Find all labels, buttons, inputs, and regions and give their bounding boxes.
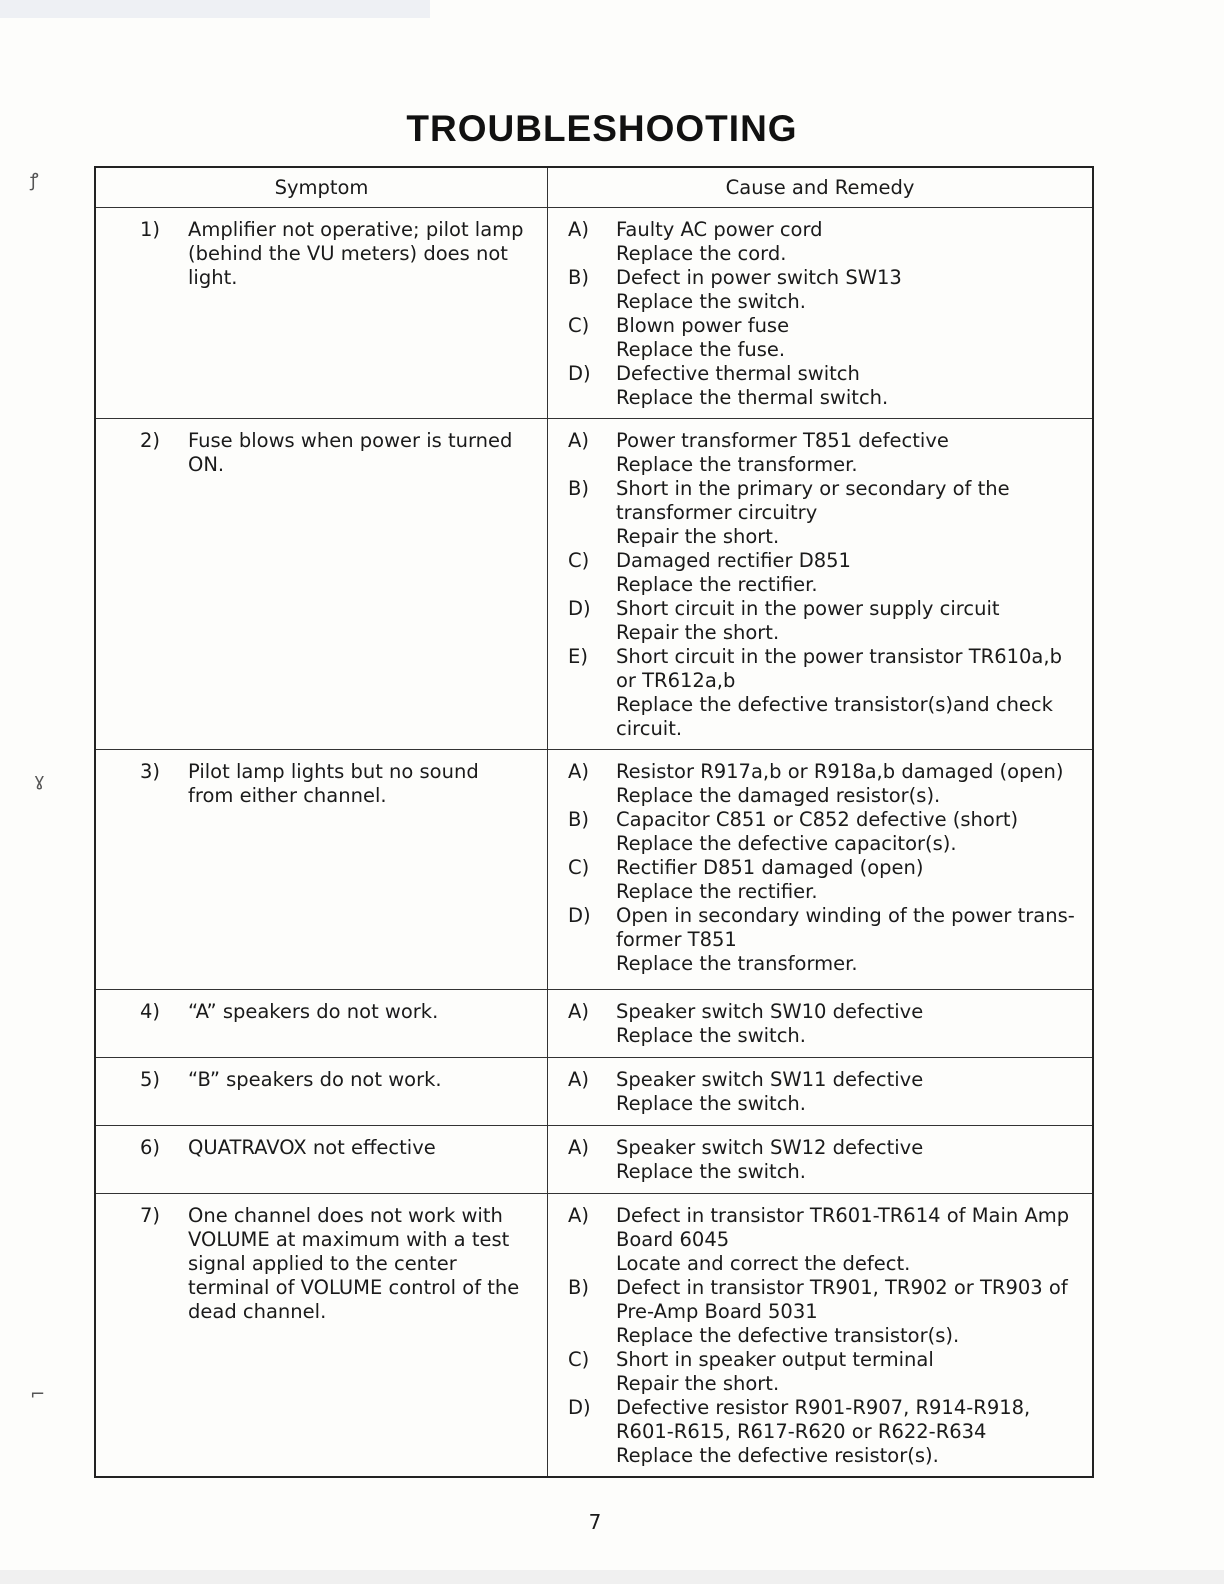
cause-text: Open in secondary winding of the power trans- former T851: [616, 904, 1075, 951]
remedy-letter: D): [568, 597, 591, 620]
remedy-letter: B): [568, 808, 589, 831]
remedy-cell: [548, 208, 1092, 419]
fix-text: Replace the defective transistor(s).: [616, 1324, 960, 1347]
fix-text: Replace the switch.: [616, 1092, 806, 1115]
cause-text: Blown power fuse: [616, 314, 790, 337]
remedy-item: [568, 362, 1092, 410]
scan-edge-shadow: [0, 0, 430, 18]
cause-text: Defective resistor R901-R907, R914-R918, R601-R615, R617-R620 or R622-R634: [616, 1396, 1031, 1443]
fix-text: Repair the short.: [616, 1372, 780, 1395]
cause-text: Damaged rectifier D851: [616, 549, 851, 572]
margin-mark: ɣ: [34, 770, 45, 791]
remedy-cell: [548, 1194, 1092, 1476]
cause-text: Speaker switch SW12 defective: [616, 1136, 924, 1159]
remedy-item: [568, 429, 1092, 477]
remedy-letter: D): [568, 904, 591, 927]
cause-text: Short in speaker output terminal: [616, 1348, 934, 1371]
symptom-cell: [96, 419, 548, 750]
fix-text: Replace the switch.: [616, 290, 806, 313]
fix-text: Replace the rectifier.: [616, 880, 818, 903]
remedy-cell: [548, 419, 1092, 750]
remedy-letter: C): [568, 1348, 590, 1371]
troubleshooting-table: [94, 166, 1094, 1478]
cause-text: Short circuit in the power supply circuit: [616, 597, 1000, 620]
cause-text: Defect in transistor TR901, TR902 or TR903 of Pre-Amp Board 5031: [616, 1276, 1068, 1323]
symptom-text: QUATRAVOX not effective: [188, 1136, 436, 1159]
remedy-letter: A): [568, 429, 589, 452]
symptom-text: “B” speakers do not work.: [188, 1068, 442, 1091]
remedy-item: [568, 549, 1092, 597]
cause-text: Resistor R917a,b or R918a,b damaged (open): [616, 760, 1064, 783]
remedy-letter: A): [568, 1000, 589, 1023]
remedy-column-header: Cause and Remedy: [548, 168, 1092, 208]
symptom-cell: [96, 750, 548, 990]
symptom-cell: [96, 1194, 548, 1476]
fix-text: Replace the defective resistor(s).: [616, 1444, 939, 1467]
symptom-cell: [96, 990, 548, 1058]
remedy-letter: B): [568, 1276, 589, 1299]
remedy-item: [568, 645, 1092, 741]
fix-text: Repair the short.: [616, 621, 780, 644]
remedy-letter: D): [568, 362, 591, 385]
scan-edge-shadow: [0, 1570, 1224, 1584]
symptom-text: One channel does not work with VOLUME at maximum with a test signal applied to the center terminal of VOLUME control of the dead channel.: [188, 1204, 520, 1323]
remedy-cell: [548, 1126, 1092, 1194]
symptom-cell: [96, 208, 548, 419]
symptom-number: 3): [140, 760, 161, 783]
remedy-item: [568, 1348, 1092, 1396]
cause-text: Short circuit in the power transistor TR610a,b or TR612a,b: [616, 645, 1062, 692]
page-number: 7: [588, 1510, 602, 1534]
symptom-number: 7): [140, 1204, 161, 1227]
margin-mark: ⌐: [30, 1384, 46, 1405]
cause-text: Speaker switch SW11 defective: [616, 1068, 924, 1091]
fix-text: Replace the fuse.: [616, 338, 786, 361]
remedy-item: [568, 1000, 1092, 1048]
remedy-item: [568, 477, 1092, 549]
remedy-cell: [548, 1058, 1092, 1126]
symptom-text: “A” speakers do not work.: [188, 1000, 439, 1023]
remedy-item: [568, 1396, 1092, 1468]
fix-text: Locate and correct the defect.: [616, 1252, 911, 1275]
fix-text: Replace the damaged resistor(s).: [616, 784, 941, 807]
fix-text: Replace the switch.: [616, 1160, 806, 1183]
symptom-text: Amplifier not operative; pilot lamp (behind the VU meters) does not light.: [188, 218, 524, 289]
remedy-item: [568, 597, 1092, 645]
symptom-number: 4): [140, 1000, 161, 1023]
remedy-item: [568, 266, 1092, 314]
symptom-column-header: Symptom: [96, 168, 548, 208]
remedy-cell: [548, 990, 1092, 1058]
cause-text: Speaker switch SW10 defective: [616, 1000, 924, 1023]
remedy-letter: C): [568, 856, 590, 879]
symptom-cell: [96, 1058, 548, 1126]
remedy-item: [568, 1276, 1092, 1348]
symptom-number: 5): [140, 1068, 161, 1091]
margin-mark: ꝭ: [30, 170, 39, 191]
remedy-item: [568, 1136, 1092, 1184]
symptom-number: 6): [140, 1136, 161, 1159]
remedy-letter: D): [568, 1396, 591, 1419]
symptom-number: 2): [140, 429, 161, 452]
remedy-item: [568, 314, 1092, 362]
remedy-letter: A): [568, 1204, 589, 1227]
cause-text: Defective thermal switch: [616, 362, 860, 385]
remedy-letter: A): [568, 760, 589, 783]
remedy-letter: A): [568, 218, 589, 241]
symptom-cell: [96, 1126, 548, 1194]
cause-text: Power transformer T851 defective: [616, 429, 949, 452]
remedy-letter: E): [568, 645, 588, 668]
remedy-item: [568, 1204, 1092, 1276]
remedy-item: [568, 1068, 1092, 1116]
cause-text: Capacitor C851 or C852 defective (short): [616, 808, 1019, 831]
remedy-letter: A): [568, 1068, 589, 1091]
fix-text: Replace the cord.: [616, 242, 787, 265]
fix-text: Replace the thermal switch.: [616, 386, 889, 409]
fix-text: Replace the defective capacitor(s).: [616, 832, 957, 855]
fix-text: Replace the rectifier.: [616, 573, 818, 596]
remedy-cell: [548, 750, 1092, 990]
remedy-item: [568, 760, 1092, 808]
fix-text: Replace the switch.: [616, 1024, 806, 1047]
symptom-text: Fuse blows when power is turned ON.: [188, 429, 513, 476]
symptom-number: 1): [140, 218, 161, 241]
fix-text: Replace the transformer.: [616, 453, 858, 476]
fix-text: Replace the transformer.: [616, 952, 858, 975]
remedy-item: [568, 218, 1092, 266]
remedy-item: [568, 904, 1092, 976]
remedy-letter: B): [568, 266, 589, 289]
fix-text: Replace the defective transistor(s)and check circuit.: [616, 693, 1053, 740]
remedy-item: [568, 808, 1092, 856]
cause-text: Short in the primary or secondary of the transformer circuitry: [616, 477, 1010, 524]
cause-text: Faulty AC power cord: [616, 218, 823, 241]
remedy-letter: C): [568, 549, 590, 572]
cause-text: Defect in transistor TR601-TR614 of Main Amp Board 6045: [616, 1204, 1070, 1251]
cause-text: Rectifier D851 damaged (open): [616, 856, 924, 879]
remedy-item: [568, 856, 1092, 904]
symptom-text: Pilot lamp lights but no sound from either channel.: [188, 760, 479, 807]
remedy-letter: B): [568, 477, 589, 500]
cause-text: Defect in power switch SW13: [616, 266, 902, 289]
remedy-letter: A): [568, 1136, 589, 1159]
remedy-letter: C): [568, 314, 590, 337]
page-title: TROUBLESHOOTING: [406, 108, 798, 149]
fix-text: Repair the short.: [616, 525, 780, 548]
